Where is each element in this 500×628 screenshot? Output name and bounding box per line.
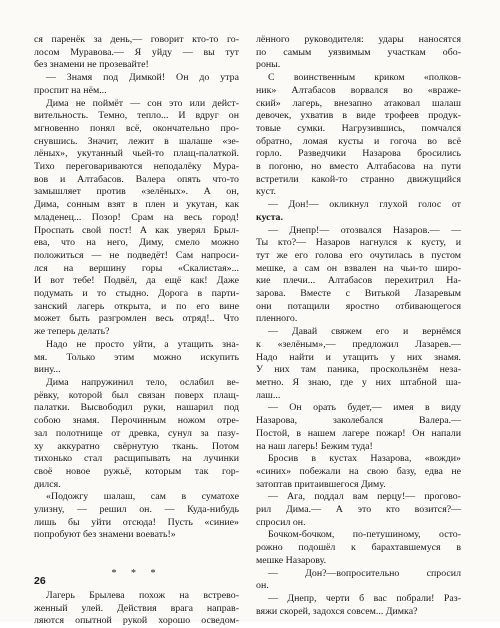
text-line: Тихо переговариваются неподалёку Мура- (34, 161, 239, 173)
text-line: занский лагерь открыта, и по его вине (34, 300, 239, 312)
section-divider: * * * (111, 568, 162, 580)
text-line: — Дон?—вопросительно спросил (268, 567, 461, 579)
text-line: — Днепр, черти б вас побрали! Раз- (268, 592, 461, 604)
text-line: лся на вершину горы «Скалистая»... (34, 262, 239, 274)
text-line: без знамени не прозевайте! (34, 59, 149, 71)
text-line: положиться — не подведёт! Сам напроси- (34, 249, 239, 261)
page-number: 26 (34, 575, 46, 587)
text-line: Дима не поймёт — сон это или дейст- (46, 97, 239, 109)
text-line: вину... (34, 364, 61, 376)
text-line: пленного. (256, 313, 298, 325)
text-line: — Давай свяжем его и вернёмся (268, 326, 461, 338)
text-line: рёвку, которой был связан поверх плащ- (34, 389, 239, 401)
text-line: Назарова, заколебался Валера.— (256, 415, 461, 427)
text-line: на наш лагерь! Бежим туда! (256, 440, 373, 452)
text-line: обратно, ломая кусты и гогоча во всё (256, 135, 461, 147)
text-line: Надо найти и утащить у них знамя. (256, 351, 461, 363)
text-line: же теперь делать? (34, 326, 110, 338)
text-line: Постой, в нашем лагере пожар! Он напали (256, 427, 461, 439)
text-line: своё новое ружьё, которым так гор- (34, 465, 239, 477)
text-line: — Он орать будет,— имея в виду (268, 402, 461, 414)
text-line: метно. Я знаю, где у них штабной ша- (256, 376, 461, 388)
text-line: лённого руководителя: удары наносятся (256, 34, 461, 45)
text-line: «Подожгу шалаш, сам в суматохе (46, 491, 239, 503)
text-line: мешке, а сам он взвален на чьи-то широ- (256, 262, 461, 274)
text-line: «синих» побежали на свою базу, едва не (256, 465, 461, 477)
text-line: И вот тебе! Подвёл, да ещё как! Даже (34, 275, 239, 287)
text-line: Дима, сонным взят в плен и укутан, как (34, 199, 239, 211)
text-line: затоптав притаившегося Диму. (256, 478, 386, 490)
text-line: женный улей. Действия врага направ- (34, 602, 239, 614)
text-line: девочек, ухватив в виде трофеев продук- (256, 110, 461, 122)
text-line: вов и Алтабасов. Валера опять что-то (34, 173, 239, 185)
text-line: ева, что на него, Диму, смело можно (34, 237, 239, 249)
text-line: встретили какой-то странно движущийся (256, 173, 461, 185)
text-line: — Ага, поддал вам перцу!— прогово- (268, 491, 461, 503)
text-line: Бочком-бочком, по-петушиному, осто- (268, 529, 461, 541)
text-line: У них там паника, проскользнём неза- (256, 364, 461, 376)
text-line: в погоню, но вместо Алтабасова на пути (256, 161, 461, 173)
text-line: товые сумки. Нагрузившись, помчался (256, 122, 461, 134)
text-line: младенец... Позор! Срам на весь город! (34, 211, 239, 223)
text-line: рил Дима.— А это кто возится?— (256, 504, 461, 516)
text-line: куст. (256, 186, 277, 198)
text-line: проспит на нём... (34, 84, 107, 96)
text-line: замышляет против «зелёных». А он, (34, 186, 239, 198)
text-line: рожно подошёл к барахтавшемуся в (256, 542, 461, 554)
text-line: лосом Муравова.— Я уйду — вы тут (34, 46, 239, 58)
text-line: снувшись. Значит, лежит в шалаше «зе- (34, 135, 239, 147)
text-line: — Днепр!— отозвался Назаров.— — (268, 224, 461, 236)
text-line: спросил он. (256, 516, 306, 528)
text-line: горло. Разведчики Назарова бросились (256, 148, 461, 160)
text-line: тихонько стал расщипывать на лучинки (34, 453, 239, 465)
text-line: дился. (34, 478, 61, 490)
text-line: лишь бы уйти отсюда! Пусть «синие» (34, 516, 239, 528)
text-line: ник» Алтабасов ворвался во «враже- (256, 84, 461, 96)
text-line: Проспать свой пост! А как уверял Брыл- (34, 224, 239, 236)
text-line: — Знамя под Димкой! Он до утра (46, 72, 239, 84)
text-line: зал полотнище от древка, сунул за пазу- (34, 427, 239, 439)
text-line: — Дон!— окликнул глухой голос от (268, 199, 461, 211)
text-line: Бросив в кустах Назарова, «вожди» (268, 453, 461, 465)
text-line: собою знамя. Перочинным ножом отре- (34, 415, 239, 427)
text-line: роны. (256, 59, 281, 71)
text-line: вительность. Темно, тепло... И вдруг он (34, 110, 239, 122)
left-column (34, 34, 239, 628)
text-line: может быть разгромлен весь отряд!.. Что (34, 313, 239, 325)
text-line: Надо не просто уйти, а утащить зна- (46, 338, 239, 350)
text-line: ху аккуратно свёрнутую ткань. Потом (34, 440, 239, 452)
text-line: к «зелёным»,— предложил Лазарев.— (256, 338, 461, 350)
text-line: вяжи скорей, задохся совсем... Димка? (256, 605, 418, 617)
text-line: лёных», укутанный чьей-то плащ-палаткой. (34, 148, 239, 160)
text-line: они потащили яростно отбивающегося (256, 300, 461, 312)
text-line: мешке Назарову. (256, 554, 327, 566)
text-line: улизну, — решил он. — Куда-нибудь (34, 504, 239, 516)
text-line: ский» лагерь, внезапно атаковал шалаш (256, 97, 461, 109)
text-line: попробуют без знамени воевать!» (34, 529, 176, 541)
text-line: Ты кто?— Назаров нагнулся к кусту, и (256, 237, 461, 249)
text-line: зарова. Вместе с Витькой Лазаревым (256, 288, 461, 300)
text-line: он. (256, 580, 269, 592)
right-column (256, 34, 461, 618)
text-line: мя. Только этим можно искупить (34, 351, 239, 363)
text-line: подумать и то стыдно. Дорога в парти- (34, 288, 239, 300)
text-line: тут же его голова его очутилась в пустом (256, 249, 461, 261)
text-line: Дима напружинил тело, ослабил ве- (46, 376, 239, 388)
text-line: мгновенно понял всё, окончательно про- (34, 122, 239, 134)
text-line: ляются опытной рукой хорошо осведом- (34, 615, 239, 627)
text-line: ся паренёк за день,— говорит кто-то го- (34, 34, 239, 45)
text-line: С воинственным криком «полков- (268, 72, 461, 84)
text-line: по самым уязвимым участкам обо- (256, 46, 461, 58)
text-line: кие плечи... Алтабасов перехитрил На- (256, 275, 461, 287)
text-line: куста. (256, 211, 283, 223)
text-line: Лагерь Брылева похож на встревo- (46, 589, 239, 601)
text-line: палатки. Высвободил руки, нашарил под (34, 402, 239, 414)
text-line: лаш... (256, 389, 281, 401)
